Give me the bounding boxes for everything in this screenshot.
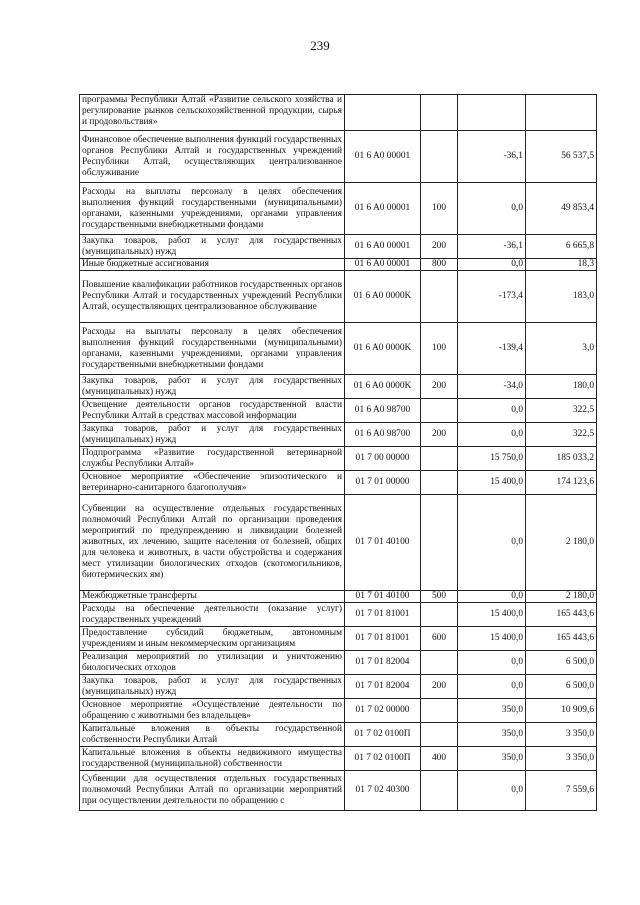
table-row <box>80 699 597 723</box>
row-name: Субвенции для осуществления отдельных государственных полномочий Республики Алтай по организации мероприятий при осуществлении деятельности по обращению с <box>80 771 345 811</box>
row-name: Расходы на выплаты персоналу в целях обеспечения выполнения функций государственными (муниципальными) органами, казенными учреждениями, органами управления государственными внебюджетными фондами <box>80 323 345 375</box>
row-total-amount: 7 559,6 <box>526 771 597 811</box>
row-change-amount: -173,4 <box>458 271 526 323</box>
row-name: Повышение квалификации работников государственных органов Республики Алтай и государственных учреждений Республики Алтай, осуществляющих централизованное обслуживание <box>80 271 345 323</box>
table-row <box>80 131 597 183</box>
row-code: 01 7 01 81001 <box>345 627 421 651</box>
row-change-amount: 0,0 <box>458 183 526 235</box>
row-change-amount: 350,0 <box>458 723 526 747</box>
row-expense-type: 100 <box>421 183 458 235</box>
row-name: Освещение деятельности органов государственной власти Республики Алтай в средствах массовой информации <box>80 399 345 423</box>
row-code: 01 6 A0 00001 <box>345 131 421 183</box>
table-row <box>80 603 597 627</box>
row-code: 01 7 02 0100П <box>345 723 421 747</box>
row-name: Финансовое обеспечение выполнения функций государственных органов Республики Алтай и государственных учреждений Республики Алтай, осуществляющих централизованное обслуживание <box>80 131 345 183</box>
row-total-amount: 322,5 <box>526 399 597 423</box>
row-change-amount: 15 400,0 <box>458 471 526 495</box>
row-expense-type <box>421 95 458 131</box>
row-code: 01 6 A0 0000K <box>345 323 421 375</box>
row-change-amount: -36,1 <box>458 235 526 259</box>
row-code: 01 6 A0 00001 <box>345 235 421 259</box>
row-expense-type: 200 <box>421 675 458 699</box>
row-total-amount: 165 443,6 <box>526 603 597 627</box>
row-total-amount: 6 500,0 <box>526 675 597 699</box>
row-change-amount: 0,0 <box>458 399 526 423</box>
row-expense-type: 400 <box>421 747 458 771</box>
row-name: Предоставление субсидий бюджетным, автономным учреждениям и иным некоммерческим организациям <box>80 627 345 651</box>
row-expense-type <box>421 699 458 723</box>
row-code <box>345 95 421 131</box>
row-code: 01 7 00 00000 <box>345 447 421 471</box>
row-expense-type: 200 <box>421 423 458 447</box>
row-change-amount: 0,0 <box>458 259 526 271</box>
table-row <box>80 95 597 131</box>
row-total-amount: 3 350,0 <box>526 723 597 747</box>
table-row <box>80 495 597 591</box>
table-row <box>80 183 597 235</box>
row-code: 01 7 01 40100 <box>345 495 421 591</box>
row-total-amount: 180,0 <box>526 375 597 399</box>
row-code: 01 6 A0 00001 <box>345 259 421 271</box>
table-row <box>80 675 597 699</box>
table-row <box>80 375 597 399</box>
row-code: 01 6 A0 98700 <box>345 423 421 447</box>
row-name: Закупка товаров, работ и услуг для государственных (муниципальных) нужд <box>80 423 345 447</box>
row-total-amount: 2 180,0 <box>526 591 597 603</box>
row-code: 01 7 02 0100П <box>345 747 421 771</box>
table-row <box>80 271 597 323</box>
table-row <box>80 771 597 811</box>
row-expense-type <box>421 771 458 811</box>
table-row <box>80 399 597 423</box>
row-code: 01 7 01 82004 <box>345 675 421 699</box>
row-total-amount: 3 350,0 <box>526 747 597 771</box>
row-total-amount: 165 443,6 <box>526 627 597 651</box>
table-row <box>80 423 597 447</box>
row-name: Межбюджетные трансферты <box>80 591 345 603</box>
row-total-amount: 3,0 <box>526 323 597 375</box>
row-code: 01 6 A0 98700 <box>345 399 421 423</box>
row-expense-type <box>421 399 458 423</box>
row-expense-type <box>421 447 458 471</box>
row-change-amount: 0,0 <box>458 423 526 447</box>
table-row <box>80 471 597 495</box>
row-code: 01 6 A0 0000K <box>345 375 421 399</box>
row-expense-type <box>421 603 458 627</box>
row-name: Расходы на выплаты персоналу в целях обеспечения выполнения функций государственными (муниципальными) органами, казенными учреждениями, органами управления государственными внебюджетными фондами <box>80 183 345 235</box>
row-change-amount <box>458 95 526 131</box>
row-change-amount: 0,0 <box>458 651 526 675</box>
table-row <box>80 235 597 259</box>
row-code: 01 7 01 81001 <box>345 603 421 627</box>
row-change-amount: 0,0 <box>458 591 526 603</box>
row-code: 01 7 01 82004 <box>345 651 421 675</box>
row-change-amount: -36,1 <box>458 131 526 183</box>
row-name: Основное мероприятие «Обеспечение эпизоотического и ветеринарно-санитарного благополучия» <box>80 471 345 495</box>
row-expense-type <box>421 271 458 323</box>
row-name: Закупка товаров, работ и услуг для государственных (муниципальных) нужд <box>80 235 345 259</box>
row-total-amount: 6 500,0 <box>526 651 597 675</box>
row-total-amount: 183,0 <box>526 271 597 323</box>
row-code: 01 7 02 00000 <box>345 699 421 723</box>
row-name: Реализация мероприятий по утилизации и уничтожению биологических отходов <box>80 651 345 675</box>
row-code: 01 6 A0 00001 <box>345 183 421 235</box>
row-change-amount: -139,4 <box>458 323 526 375</box>
table-row <box>80 723 597 747</box>
row-change-amount: 0,0 <box>458 675 526 699</box>
row-expense-type <box>421 131 458 183</box>
row-total-amount: 174 123,6 <box>526 471 597 495</box>
row-name: Закупка товаров, работ и услуг для государственных (муниципальных) нужд <box>80 375 345 399</box>
row-total-amount: 2 180,0 <box>526 495 597 591</box>
row-total-amount: 185 033,2 <box>526 447 597 471</box>
row-change-amount: 350,0 <box>458 747 526 771</box>
row-expense-type: 200 <box>421 235 458 259</box>
row-name: Расходы на обеспечение деятельности (оказание услуг) государственных учреждений <box>80 603 345 627</box>
page-number: 239 <box>310 38 330 53</box>
row-expense-type <box>421 471 458 495</box>
row-change-amount: 15 400,0 <box>458 627 526 651</box>
row-total-amount: 6 665,8 <box>526 235 597 259</box>
row-total-amount: 18,3 <box>526 259 597 271</box>
row-total-amount: 49 853,4 <box>526 183 597 235</box>
row-change-amount: 350,0 <box>458 699 526 723</box>
row-name: Капитальные вложения в объекты государственной собственности Республики Алтай <box>80 723 345 747</box>
table-row <box>80 627 597 651</box>
row-expense-type: 600 <box>421 627 458 651</box>
table-body <box>80 95 597 811</box>
table-row <box>80 259 597 271</box>
row-expense-type: 100 <box>421 323 458 375</box>
row-expense-type: 200 <box>421 375 458 399</box>
row-expense-type: 800 <box>421 259 458 271</box>
row-code: 01 7 01 00000 <box>345 471 421 495</box>
row-expense-type <box>421 723 458 747</box>
table-row <box>80 747 597 771</box>
table-row <box>80 651 597 675</box>
row-code: 01 7 01 40100 <box>345 591 421 603</box>
table-row <box>80 591 597 603</box>
row-total-amount <box>526 95 597 131</box>
row-expense-type <box>421 651 458 675</box>
row-name: Субвенции на осуществление отдельных государственных полномочий Республики Алтай по организации проведения мероприятий по предупреждению и ликвидации болезней животных, их лечению, защите населения от болезней, общих для человека и животных, в части обустройства и содержания мест утилизации биологических отходов (скотомогильников, биотермических ям) <box>80 495 345 591</box>
row-expense-type <box>421 495 458 591</box>
row-name: программы Республики Алтай «Развитие сельского хозяйства и регулирование рынков сельскохозяйственной продукции, сырья и продовольствия» <box>80 95 345 131</box>
table-row <box>80 447 597 471</box>
row-code: 01 7 02 40300 <box>345 771 421 811</box>
row-change-amount: 15 750,0 <box>458 447 526 471</box>
row-change-amount: 0,0 <box>458 771 526 811</box>
row-change-amount: 15 400,0 <box>458 603 526 627</box>
row-name: Подпрограмма «Развитие государственной ветеринарной службы Республики Алтай» <box>80 447 345 471</box>
row-name: Иные бюджетные ассигнования <box>80 259 345 271</box>
row-code: 01 6 A0 0000K <box>345 271 421 323</box>
row-name: Капитальные вложения в объекты недвижимого имущества государственной (муниципальной) собственности <box>80 747 345 771</box>
table-row <box>80 323 597 375</box>
budget-table <box>79 94 597 811</box>
row-change-amount: -34,0 <box>458 375 526 399</box>
row-expense-type: 500 <box>421 591 458 603</box>
row-total-amount: 56 537,5 <box>526 131 597 183</box>
row-name: Закупка товаров, работ и услуг для государственных (муниципальных) нужд <box>80 675 345 699</box>
row-total-amount: 10 909,6 <box>526 699 597 723</box>
row-total-amount: 322,5 <box>526 423 597 447</box>
row-name: Основное мероприятие «Осуществление деятельности по обращению с животными без владельцев» <box>80 699 345 723</box>
row-change-amount: 0,0 <box>458 495 526 591</box>
